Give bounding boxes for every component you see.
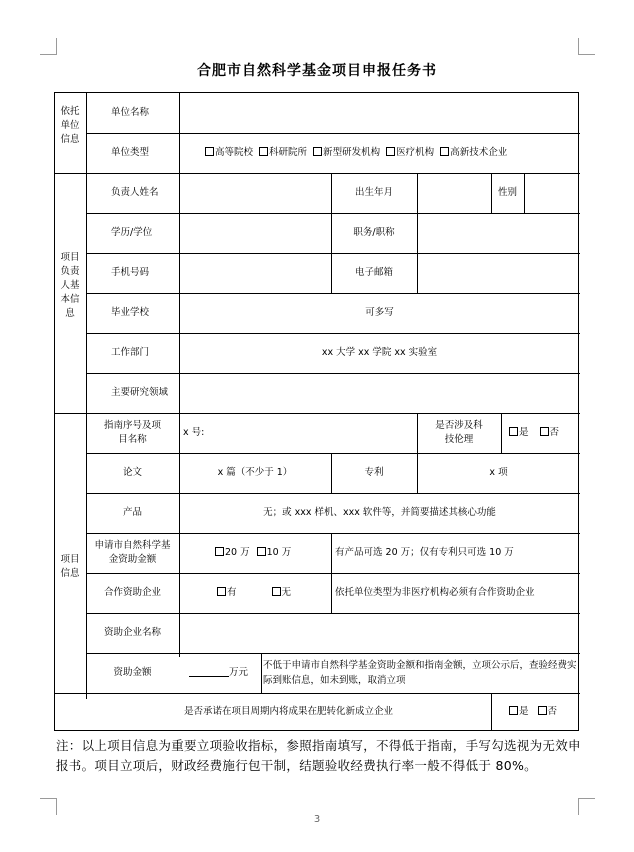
paper-label: 论文 bbox=[122, 467, 142, 478]
section-label-project: 项目信息 bbox=[60, 554, 80, 579]
crop-mark bbox=[578, 38, 595, 55]
dept-value: xx 大学 xx 学院 xx 实验室 bbox=[321, 347, 438, 358]
grid-line bbox=[86, 373, 580, 374]
ethics-label: 是否涉及科技伦理 bbox=[435, 420, 483, 445]
product-label: 产品 bbox=[122, 507, 142, 518]
grid-line bbox=[524, 173, 525, 213]
funding-label: 申请市自然科学基金资助金额 bbox=[94, 540, 171, 565]
coop-label: 合作资助企业 bbox=[103, 587, 161, 598]
page-number: 3 bbox=[313, 814, 321, 825]
grid-line bbox=[55, 693, 580, 694]
grid-line bbox=[86, 213, 580, 214]
phone-label: 手机号码 bbox=[111, 267, 150, 278]
grid-line bbox=[86, 453, 580, 454]
grid-line bbox=[86, 293, 580, 294]
grid-line bbox=[86, 653, 580, 654]
section-label-unit: 依托单位信息 bbox=[60, 106, 80, 145]
grid-line bbox=[261, 653, 262, 693]
funding-options bbox=[215, 546, 291, 560]
checkbox[interactable]: 是 bbox=[509, 706, 529, 717]
school-value: 可多写 bbox=[365, 307, 394, 318]
school-label: 毕业学校 bbox=[111, 307, 150, 318]
checkbox[interactable]: 医疗机构 bbox=[386, 147, 434, 158]
grid-line bbox=[86, 493, 580, 494]
paper-value: x 篇（不少于 1） bbox=[217, 467, 293, 478]
guide-value: x 号: bbox=[183, 427, 205, 438]
checkbox[interactable]: 无 bbox=[272, 587, 292, 598]
unit-name-field[interactable] bbox=[185, 106, 575, 120]
grid-line bbox=[86, 533, 580, 534]
checkbox[interactable]: 是 bbox=[509, 427, 529, 438]
commit-options bbox=[509, 705, 557, 719]
grid-line bbox=[55, 413, 580, 414]
checkbox[interactable]: 否 bbox=[540, 427, 560, 438]
grid-line bbox=[86, 133, 580, 134]
grid-line bbox=[417, 173, 418, 293]
checkbox[interactable]: 科研院所 bbox=[259, 147, 307, 158]
application-form-table bbox=[54, 92, 579, 731]
name-label: 负责人姓名 bbox=[111, 187, 159, 198]
crop-mark bbox=[578, 798, 595, 815]
email-label: 电子邮箱 bbox=[354, 267, 393, 278]
commit-label: 是否承诺在项目周期内将成果在肥转化新成立企业 bbox=[183, 706, 393, 717]
degree-label: 学历/学位 bbox=[111, 227, 153, 238]
amount-note: 不低于申请市自然科学基金资助金额和指南金额，立项公示后，查验经费实际到账信息，如未到账，取消立项 bbox=[263, 660, 577, 686]
unit-name-label: 单位名称 bbox=[111, 107, 150, 118]
coop-options bbox=[217, 586, 291, 600]
coop-note: 依托单位类型为非医疗机构必须有合作资助企业 bbox=[335, 587, 535, 598]
title-label: 职务/职称 bbox=[353, 227, 395, 238]
unit-type-label: 单位类型 bbox=[111, 147, 150, 158]
grid-line bbox=[501, 413, 502, 453]
checkbox[interactable]: 新型研发机构 bbox=[313, 147, 380, 158]
checkbox[interactable]: 否 bbox=[538, 706, 558, 717]
checkbox[interactable]: 有 bbox=[217, 587, 237, 598]
product-value: 无；或 xxx 样机、xxx 软件等，并简要描述其核心功能 bbox=[263, 507, 496, 518]
grid-line bbox=[491, 693, 492, 731]
grid-line bbox=[86, 253, 580, 254]
funding-note: 有产品可选 20 万；仅有专利只可选 10 万 bbox=[335, 547, 514, 558]
dept-label: 工作部门 bbox=[111, 347, 150, 358]
section-label-person: 项目负责人基本信息 bbox=[60, 252, 80, 319]
unit-type-options bbox=[205, 146, 507, 160]
amount-label: 资助金额 bbox=[113, 667, 152, 678]
checkbox[interactable]: 高新技术企业 bbox=[440, 147, 507, 158]
coop-name-label: 资助企业名称 bbox=[103, 627, 161, 638]
checkbox[interactable]: 20 万 bbox=[215, 547, 250, 558]
birth-label: 出生年月 bbox=[354, 187, 393, 198]
footnote: 注：以上项目信息为重要立项验收指标，参照指南填写，不得低于指南，手写勾选视为无效申报书。项目立项后，财政经费施行包干制，结题验收经费执行率一般不得低于 80%。 bbox=[56, 738, 581, 773]
page-title: 合肥市自然科学基金项目申报任务书 bbox=[197, 63, 437, 79]
ethics-options bbox=[509, 426, 559, 440]
grid-line bbox=[55, 173, 580, 174]
patent-value: x 项 bbox=[489, 467, 508, 478]
patent-label: 专利 bbox=[364, 467, 384, 478]
grid-line bbox=[86, 93, 87, 699]
crop-mark bbox=[40, 798, 57, 815]
checkbox[interactable]: 10 万 bbox=[257, 547, 292, 558]
field-label: 主要研究领域 bbox=[111, 387, 169, 398]
grid-line bbox=[86, 573, 580, 574]
grid-line bbox=[86, 333, 580, 334]
crop-mark bbox=[40, 38, 57, 55]
guide-label: 指南序号及项目名称 bbox=[103, 420, 161, 445]
gender-label: 性别 bbox=[497, 187, 517, 198]
checkbox[interactable]: 高等院校 bbox=[205, 147, 253, 158]
grid-line bbox=[86, 613, 580, 614]
amount-field[interactable]: 万元 bbox=[189, 666, 248, 680]
